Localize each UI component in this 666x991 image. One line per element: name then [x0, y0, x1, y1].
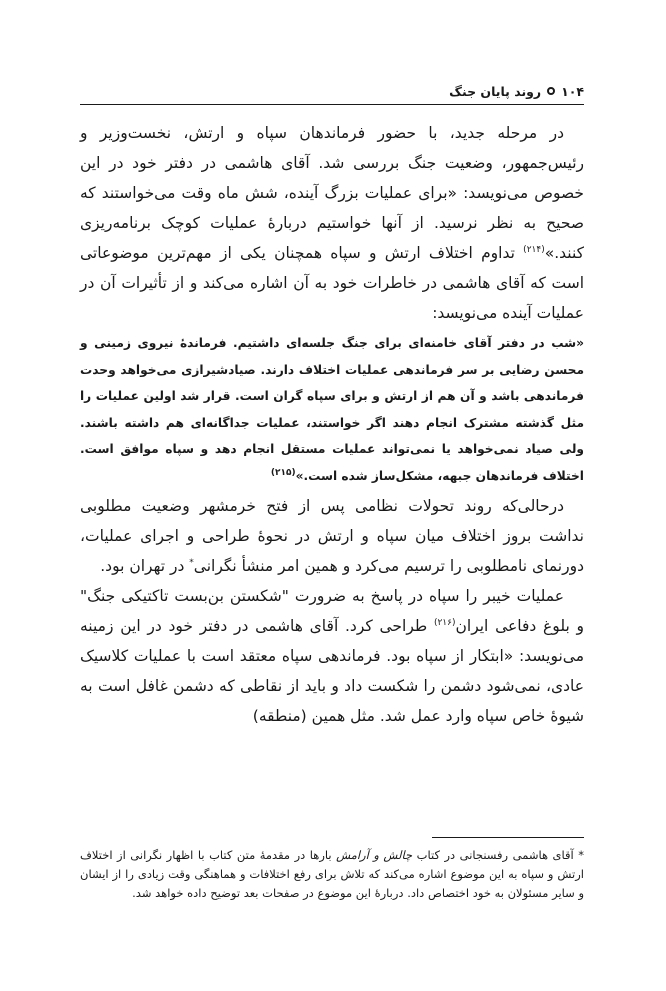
header-rule — [80, 104, 584, 105]
page-number: ۱۰۴ — [561, 83, 584, 99]
paragraph-2-text-b: در تهران بود. — [100, 557, 190, 575]
footnote-star: * — [573, 848, 584, 862]
paragraph-1-text-a: در مرحله جدید، با حضور فرماندهان سپاه و ارتش، نخست‌وزیر و رئیس‌جمهور، وضعیت جنگ بررسی شد. آقای هاشمی در دفتر خود در این خصوص می‌نویسد: «برای عملیات بزرگ آینده، شش ماه وقت می‌خواستند که صحیح به نظر نرسید. از آنها خواستیم دربارهٔ عملیات کوچک برنامه‌ریزی کنند.» — [80, 124, 584, 262]
footnote-rule — [432, 837, 584, 838]
footnote-marker: * — [189, 557, 194, 568]
paragraph-1-text-b: تداوم اختلاف ارتش و سپاه همچنان یکی از مهم‌ترین موضوعاتی است که آقای هاشمی در خاطرات خود به آن اشاره می‌کند و از تأثیرات آن در عملیات آینده می‌نویسد: — [80, 244, 584, 322]
reference-214: (۲۱۴) — [523, 244, 545, 255]
footnote-text-b: بارها در مقدمهٔ متن کتاب با اظهار نگرانی از اختلاف ارتش و سپاه به این موضوع اشاره می‌کند که تلاش برای رفع اختلافات و هماهنگی وقت زیادی را از ایشان و سایر مسئولان به خود اختصاص داد. دربارهٔ این موضوع در صفحات بعد توضیح داده خواهد شد. — [80, 848, 584, 900]
footnote — [80, 846, 584, 903]
reference-215: (۲۱۵) — [270, 467, 296, 478]
footnote-book-title: چالش و آرامش — [336, 848, 413, 862]
footnote-text-a: آقای هاشمی رفسنجانی در کتاب — [412, 848, 574, 862]
circle-bullet-icon — [547, 87, 555, 95]
paragraph-3-text-a: عملیات خیبر را سپاه در پاسخ به ضرورت "شکستن بن‌بست تاکتیکی جنگ" و بلوغ دفاعی ایران — [80, 587, 584, 635]
running-header — [80, 80, 584, 102]
paragraph-1 — [80, 118, 584, 328]
body-text — [80, 118, 584, 731]
section-title: روند پایان جنگ — [449, 83, 542, 99]
paragraph-3-text-b: طراحی کرد. آقای هاشمی در دفتر خود در این زمینه می‌نویسد: «ابتکار از سپاه بود. فرماندهی سپاه معتقد است با عملیات کلاسیک عادی، نمی‌شود دشمن را شکست داد و باید از نقاطی که دشمن غافل است به شیوهٔ خاص سپاه وارد عمل شد. مثل همین (منطقه) — [80, 617, 584, 725]
paragraph-2 — [80, 491, 584, 581]
paragraph-2-text-a: درحالی‌که روند تحولات نظامی پس از فتح خرمشهر وضعیت مطلوبی نداشت بروز اختلاف میان سپاه و ارتش در نحوهٔ طراحی و اجرای عملیات، دورنمای نامطلوبی را ترسیم می‌کرد و همین امر منشأ نگرانی — [80, 497, 584, 575]
block-quote — [80, 330, 584, 489]
paragraph-3 — [80, 581, 584, 731]
reference-216: (۲۱۶) — [433, 617, 456, 628]
block-quote-text: «شب در دفتر آقای خامنه‌ای برای جنگ جلسه‌ای داشتیم. فرماندهٔ نیروی زمینی و محسن رضایی بر سر فرماندهی عملیات اختلاف دارند. صیادشیرازی می‌خواهد وحدت فرماندهی باشد و آن هم از ارتش و برای سپاه گران است. قرار شد اولین عملیات را مثل گذشته مشترک انجام دهند اگر خواستند، عملیات جداگانه‌ای هم داشته باشند. ولی صیاد نمی‌خواهد یا نمی‌تواند عملیات مستقل انجام دهد و سپاه موافق است. اختلاف فرماندهان جبهه، مشکل‌ساز شده است.» — [80, 336, 584, 483]
